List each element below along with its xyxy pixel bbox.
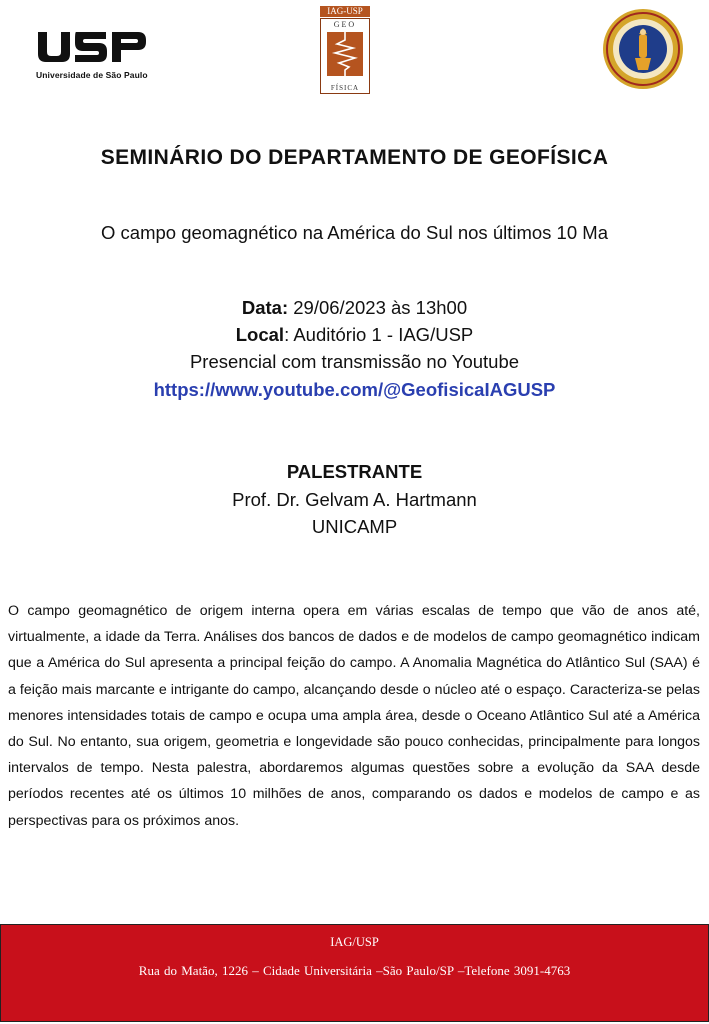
talk-title: O campo geomagnético na América do Sul nos últimos 10 Ma (101, 222, 608, 243)
iag-logo-title: IAG-USP (320, 6, 370, 17)
iag-geofisica-logo (320, 6, 374, 94)
footer-banner (0, 924, 709, 1022)
speaker-institution: UNICAMP (311, 516, 398, 537)
date-line (0, 297, 709, 319)
date-label: Data: (241, 297, 289, 318)
footer-address: Rua do Matão, 1226 – Cidade Universitária –São Paulo/SP –Telefone 3091-4763 (138, 963, 571, 978)
place-label: Local (235, 324, 285, 345)
place-line (0, 324, 709, 346)
iag-logo-box (320, 18, 370, 94)
speaker-name: Prof. Dr. Gelvam A. Hartmann (232, 489, 477, 510)
university-seal-icon (602, 8, 684, 90)
transmission-mode: Presencial com transmissão no Youtube (189, 351, 520, 372)
iag-logo-geo: GEO (333, 20, 357, 29)
usp-caption: Universidade de São Paulo (36, 70, 148, 80)
seminar-title: SEMINÁRIO DO DEPARTAMENTO DE GEOFÍSICA (100, 146, 609, 169)
footer-org: IAG/USP (330, 935, 379, 949)
speaker-heading: PALESTRANTE (286, 461, 423, 482)
date-value: 29/06/2023 às 13h00 (288, 297, 468, 318)
usp-wordmark-icon (36, 30, 148, 64)
usp-logo (36, 30, 152, 88)
seismogram-icon (327, 32, 363, 76)
youtube-link[interactable]: https://www.youtube.com/@GeofisicaIAGUSP (153, 379, 556, 400)
abstract-text: O campo geomagnético de origem interna opera em várias escalas de tempo que vão de anos até, virtualmente, a idade da Terra. Análises dos bancos de dados e de modelos de campo geomagnético indicam que a América do Sul apresenta a principal feição do campo. A Anomalia Magnética do Atlântico Sul (SAA) é a feição mais marcante e intrigante do campo, alcançando desde o núcleo até o espaço. Caracteriza-se pelas menores intensidades totais de campo e ocupa uma ampla área, desde o Oceano Atlântico Sul até a América do Sul. No entanto, sua origem, geometria e longevidade são pouco conhecidas, principalmente para longos intervalos de tempo. Nesta palestra, abordaremos algumas questões sobre a evolução da SAA desde períodos recentes até os últimos 10 milhões de anos, comparando os dados e modelos de campo e as perspectivas para os próximos anos. (8, 603, 700, 829)
place-value: : Auditório 1 - IAG/USP (284, 324, 474, 345)
iag-logo-fisica: FÍSICA (330, 84, 360, 92)
